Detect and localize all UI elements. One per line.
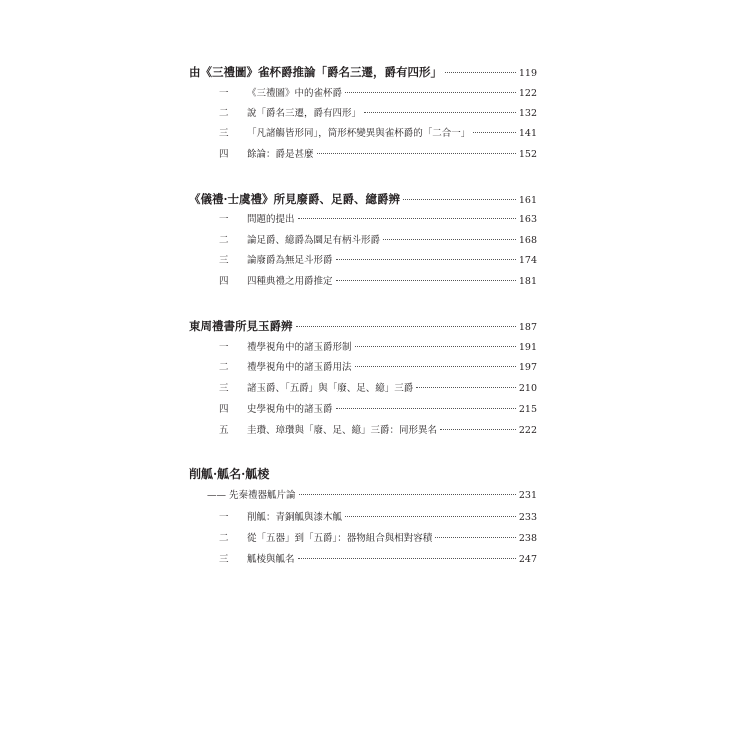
chapter-title: 東周禮書所見玉爵辨 bbox=[189, 319, 293, 333]
section-title: 諸玉爵、「五爵」與「廢、足、繶」三爵 bbox=[247, 383, 414, 394]
page-number: 210 bbox=[518, 383, 537, 394]
dot-leader bbox=[345, 92, 516, 93]
section-title: 問題的提出 bbox=[247, 214, 295, 225]
section-entry bbox=[219, 529, 537, 549]
section-entry bbox=[219, 145, 537, 165]
dot-leader bbox=[298, 558, 516, 559]
dot-leader bbox=[364, 112, 516, 113]
page-number: 141 bbox=[518, 128, 537, 139]
page-number: 191 bbox=[518, 342, 537, 353]
section-entry bbox=[219, 231, 537, 251]
section-entry bbox=[219, 400, 537, 420]
page-number: 197 bbox=[518, 362, 537, 373]
page-number: 122 bbox=[518, 88, 537, 99]
section-title: 禮學視角中的諸玉爵形制 bbox=[247, 342, 352, 353]
section-title: 餘論：爵是甚麼 bbox=[247, 149, 314, 160]
section-number: 一 bbox=[219, 88, 229, 99]
dot-leader bbox=[336, 408, 516, 409]
section-entry bbox=[219, 338, 537, 358]
section-title: 「凡諸觴皆形同」，筒形杯變異與雀杯爵的「二合一」 bbox=[247, 128, 471, 139]
section-title: 四種典禮之用爵推定 bbox=[247, 276, 333, 287]
section-number: 三 bbox=[219, 128, 229, 139]
page-number: 233 bbox=[518, 512, 537, 523]
section-number: 五 bbox=[219, 425, 229, 436]
section-number: 三 bbox=[219, 255, 229, 266]
dot-leader bbox=[445, 72, 516, 73]
section-entry bbox=[219, 251, 537, 271]
chapter-2-entry bbox=[189, 189, 537, 209]
chapter-3-entry bbox=[189, 316, 537, 336]
page-number: 152 bbox=[518, 149, 537, 160]
section-entry bbox=[219, 104, 537, 124]
section-title: 禮學視角中的諸玉爵用法 bbox=[247, 362, 352, 373]
dot-leader bbox=[440, 429, 516, 430]
page-number: 132 bbox=[518, 108, 537, 119]
page-number: 247 bbox=[518, 554, 537, 565]
section-entry bbox=[219, 210, 537, 230]
page-number: 215 bbox=[518, 404, 537, 415]
page-number: 174 bbox=[518, 255, 537, 266]
chapter-subtitle: —— 先秦禮器觚片論 bbox=[207, 490, 296, 501]
page-number: 222 bbox=[518, 425, 537, 436]
section-title: 削觚：青銅觚與漆木觚 bbox=[247, 512, 343, 523]
section-number: 三 bbox=[219, 383, 229, 394]
section-entry bbox=[219, 421, 537, 441]
section-title: 圭瓚、璋瓚與「廢、足、繶」三爵：同形異名 bbox=[247, 425, 438, 436]
section-number: 一 bbox=[219, 512, 229, 523]
dot-leader bbox=[296, 326, 516, 327]
page-number: 161 bbox=[518, 195, 537, 206]
section-title: 論足爵、繶爵為圜足有柄斗形爵 bbox=[247, 235, 381, 246]
section-number: 二 bbox=[219, 533, 229, 544]
dot-leader bbox=[403, 199, 516, 200]
section-title: 史學視角中的諸玉爵 bbox=[247, 404, 333, 415]
section-number: 四 bbox=[219, 276, 229, 287]
section-number: 一 bbox=[219, 214, 229, 225]
chapter-title: 由《三禮圖》雀杯爵推論「爵名三遷，爵有四形」 bbox=[189, 65, 442, 79]
section-number: 二 bbox=[219, 235, 229, 246]
page-number: 187 bbox=[518, 322, 537, 333]
section-title: 論廢爵為無足斗形爵 bbox=[247, 255, 333, 266]
dot-leader bbox=[355, 346, 516, 347]
page-number: 238 bbox=[518, 533, 537, 544]
chapter-4-subtitle-entry bbox=[207, 486, 537, 506]
section-title: 《三禮圖》中的雀杯爵 bbox=[247, 88, 343, 99]
dot-leader bbox=[299, 494, 516, 495]
dot-leader bbox=[317, 153, 516, 154]
section-entry bbox=[219, 124, 537, 144]
section-number: 二 bbox=[219, 108, 229, 119]
section-number: 四 bbox=[219, 404, 229, 415]
dot-leader bbox=[435, 537, 516, 538]
section-number: 一 bbox=[219, 342, 229, 353]
dot-leader bbox=[298, 218, 516, 219]
section-entry bbox=[219, 508, 537, 528]
page-number: 168 bbox=[518, 235, 537, 246]
section-number: 四 bbox=[219, 149, 229, 160]
chapter-title: 《儀禮·士虞禮》所見廢爵、足爵、繶爵辨 bbox=[189, 192, 401, 206]
page-number: 119 bbox=[518, 68, 537, 79]
section-number: 三 bbox=[219, 554, 229, 565]
section-entry bbox=[219, 379, 537, 399]
page-number: 163 bbox=[518, 214, 537, 225]
chapter-4-title: 削觚·觚名·觚棱 bbox=[189, 467, 270, 481]
page-number: 231 bbox=[518, 490, 537, 501]
dot-leader bbox=[355, 366, 516, 367]
dot-leader bbox=[383, 239, 516, 240]
section-entry bbox=[219, 550, 537, 570]
section-number: 二 bbox=[219, 362, 229, 373]
dot-leader bbox=[336, 280, 516, 281]
section-entry bbox=[219, 84, 537, 104]
dot-leader bbox=[345, 516, 516, 517]
section-entry bbox=[219, 358, 537, 378]
section-title: 觚棱與觚名 bbox=[247, 554, 295, 565]
section-title: 從「五器」到「五爵」：器物組合與相對容積 bbox=[247, 533, 433, 544]
section-title: 說「爵名三遷，爵有四形」 bbox=[247, 108, 362, 119]
section-entry bbox=[219, 272, 537, 292]
dot-leader bbox=[416, 387, 516, 388]
dot-leader bbox=[473, 132, 516, 133]
chapter-1-entry bbox=[189, 62, 537, 82]
page-number: 181 bbox=[518, 276, 537, 287]
dot-leader bbox=[336, 259, 516, 260]
